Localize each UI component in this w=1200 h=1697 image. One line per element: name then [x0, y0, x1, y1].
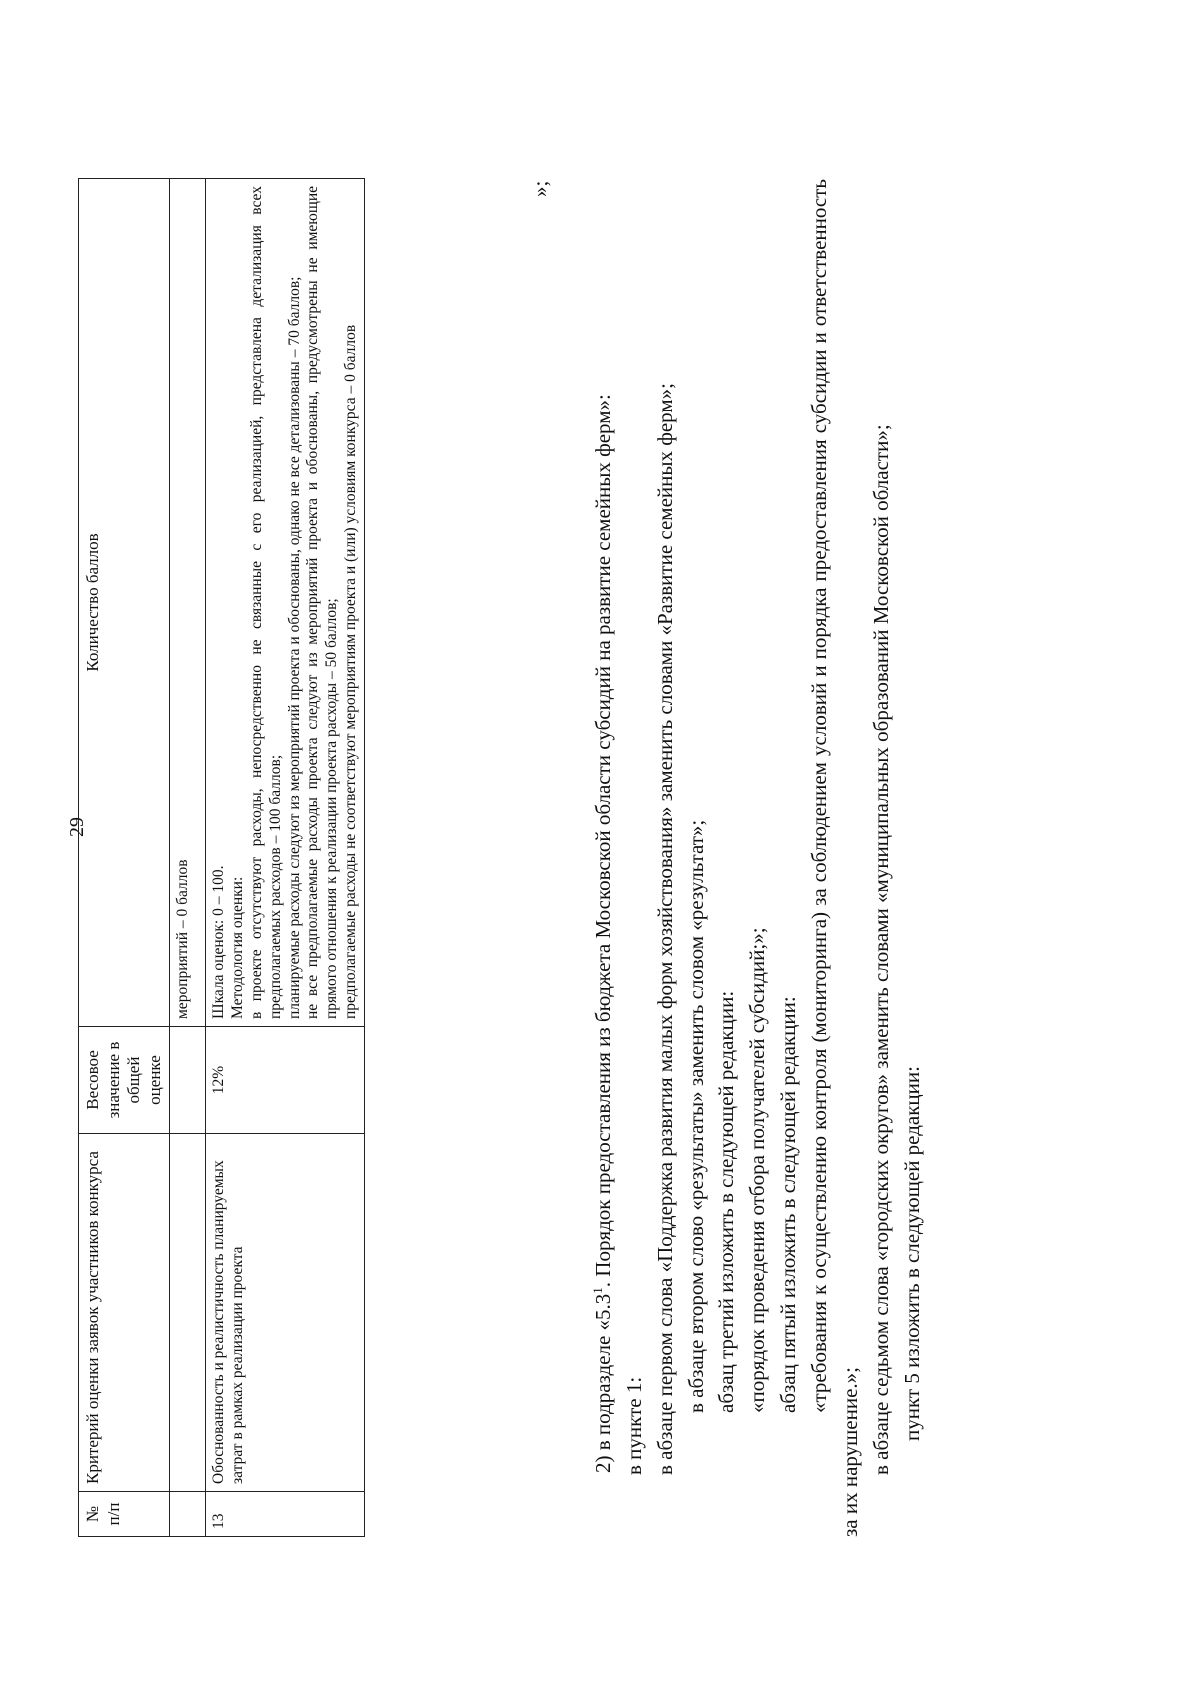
paragraph-part: 2) в подразделе «5.3 [591, 1293, 615, 1473]
method-item: предполагаемые расходы не соответствуют мероприятиям проекта и (или) условиям конкурса – 0 баллов [342, 324, 360, 1019]
cell-empty [169, 1027, 205, 1134]
method-title: Методология оценки: [228, 876, 246, 1019]
cell-empty [169, 1134, 205, 1492]
amendment-text [588, 179, 927, 1537]
header-score: Количество баллов [79, 179, 170, 1027]
paragraph: пункт 5 изложить в следующей редакции: [899, 1066, 924, 1441]
table-row-13 [205, 179, 364, 1537]
paragraph-part: . Порядок предоставления из бюджета Московской области субсидий на развитие семейных ферм»: [591, 394, 615, 1288]
paragraph: «требования к осуществлению контроля (мониторинга) за соблюдением условий и порядка предоставления субсидии и ответственность за их нарушение.»; [807, 179, 862, 1537]
cell-criterion: Обоснованность и реалистичность планируемых затрат в рамках реализации проекта [205, 1134, 364, 1492]
cell-weight: 12% [205, 1027, 364, 1134]
paragraph: «порядок проведения отбора получателей субсидий;»; [745, 927, 770, 1413]
paragraph: в абзаце первом слова «Поддержка развития малых форм хозяйствования» заменить словами «Развитие семейных ферм»; [652, 383, 677, 1475]
method-item: в проекте отсутствуют расходы, непосредственно не связанные с его реализацией, представлена детализация всех предполагаемых расходов – 100 баллов; [247, 186, 284, 1019]
header-criterion: Критерий оценки заявок участников конкурса [79, 1134, 170, 1492]
cell-num: 13 [205, 1492, 364, 1537]
cell-empty [169, 1492, 205, 1537]
paragraph: в абзаце втором слово «результаты» заменить словом «результат»; [683, 819, 708, 1413]
table-header-row [79, 179, 170, 1537]
method-item: не все предполагаемые расходы проекта следуют из мероприятий проекта и обоснованы, предусмотрены не имеющие прямого отношения к реализации проекта расходы – 50 баллов; [304, 186, 341, 1019]
paragraph: абзац третий изложить в следующей редакции: [714, 990, 739, 1413]
page-number: 29 [66, 817, 88, 837]
superscript: 1 [590, 1287, 605, 1294]
scale-text: Шкала оценок: 0 – 100. [209, 865, 227, 1019]
closing-quote: »; [528, 180, 552, 197]
header-num: № п/п [79, 1492, 170, 1537]
cell-methodology [205, 179, 364, 1027]
paragraph [588, 179, 619, 1537]
method-item: планируемые расходы следуют из мероприятий проекта и обоснованы, однако не все детализованы – 70 баллов; [285, 276, 303, 1019]
paragraph: в пункте 1: [621, 1376, 646, 1475]
header-weight: Весовое значение в общей оценке [79, 1027, 170, 1134]
table-row-continuation [169, 179, 205, 1537]
paragraph: в абзаце седьмом слова «городских округов» заменить словами «муниципальных образований Московской области»; [868, 424, 893, 1475]
criteria-table [78, 178, 365, 1537]
cell-continuation-score: мероприятий – 0 баллов [169, 179, 205, 1027]
paragraph: абзац пятый изложить в следующей редакции: [776, 996, 801, 1413]
